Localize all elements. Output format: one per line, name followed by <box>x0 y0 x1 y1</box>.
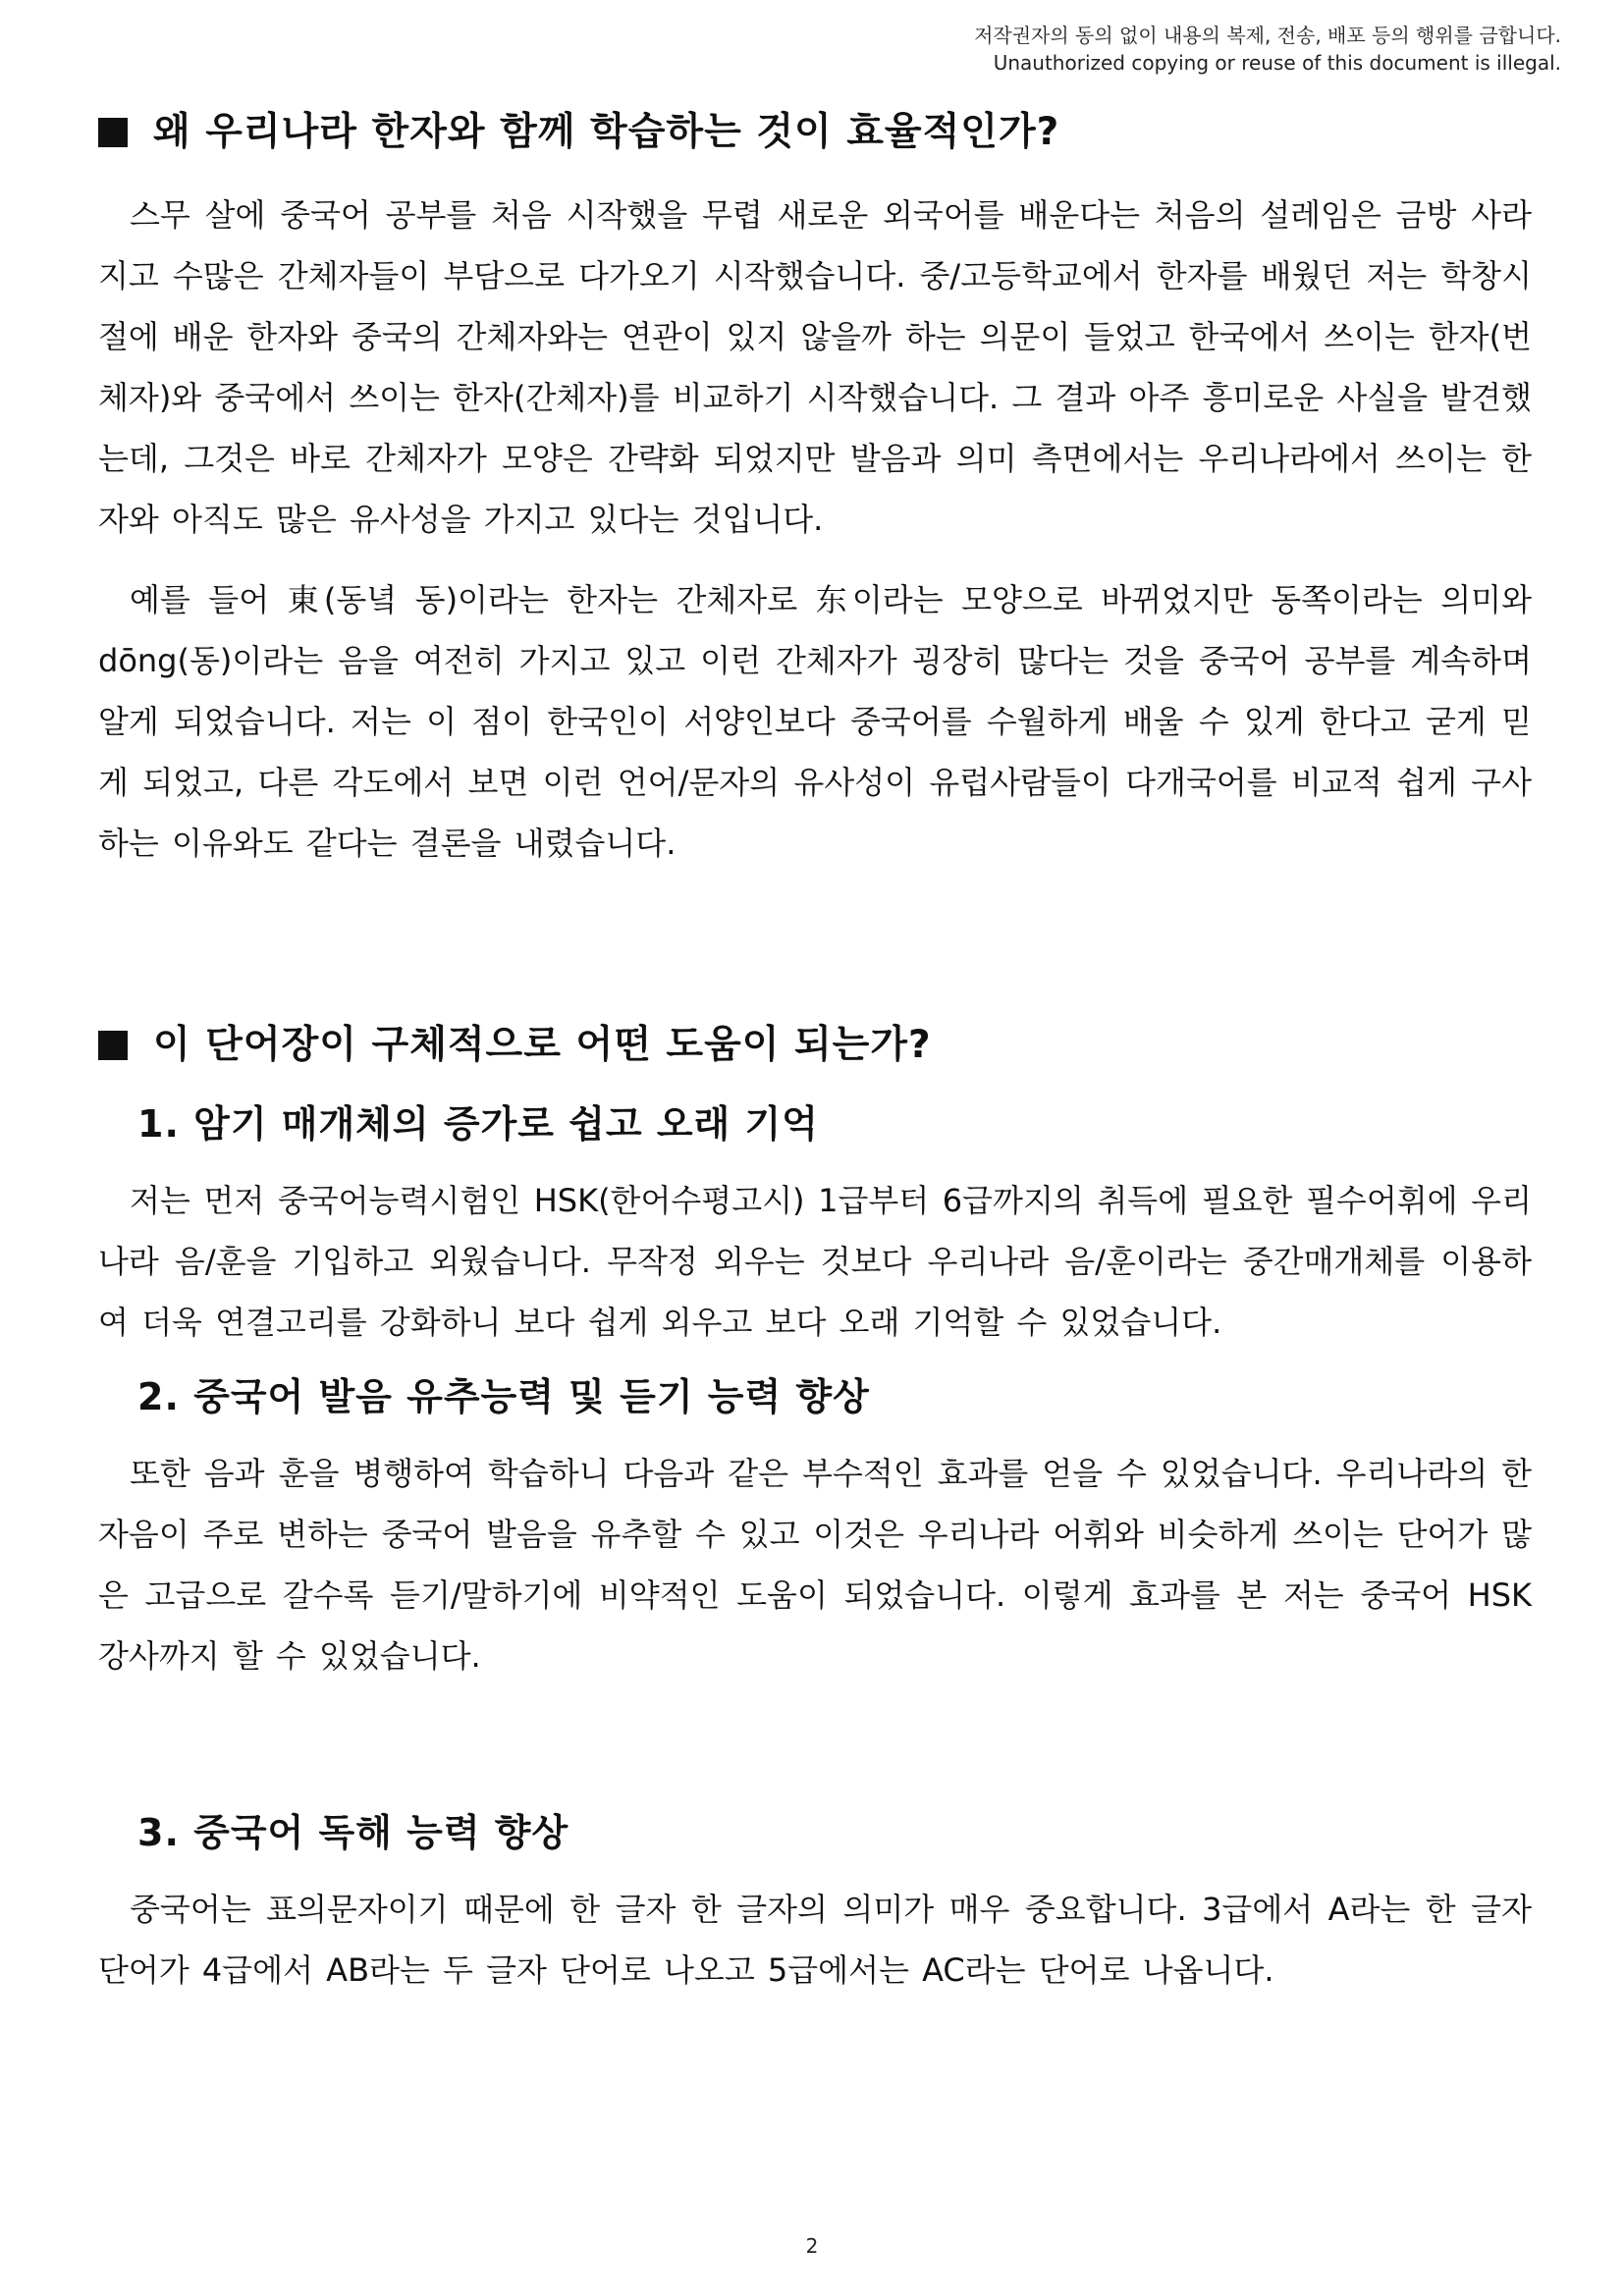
sub-heading-pronunciation: 2. 중국어 발음 유추능력 및 듣기 능력 향상 <box>137 1375 870 1418</box>
sub-heading-memory: 1. 암기 매개체의 증가로 쉽고 오래 기억 <box>137 1102 819 1146</box>
section-heading-text: 왜 우리나라 한자와 함께 학습하는 것이 효율적인가? <box>153 110 1060 154</box>
section-heading-text: 이 단어장이 구체적으로 어떤 도움이 되는가? <box>153 1023 932 1067</box>
paragraph-memory: 저는 먼저 중국어능력시험인 HSK(한어수평고시) 1급부터 6급까지의 취득에 필요한 필수어휘에 우리나라 음/훈을 기입하고 외웠습니다. 무작정 외우는 것보다 우리나라 음/훈이라는 중간매개체를 이용하여 더욱 연결고리를 강화하니 보다 쉽게 외우고 보다 오래 기억할 수 있었습니다. <box>98 1182 1532 1341</box>
copyright-notice-english: Unauthorized copying or reuse of this document is illegal. <box>993 51 1561 75</box>
copyright-notice <box>974 22 1561 77</box>
paragraph-example: 예를 들어 東(동녘 동)이라는 한자는 간체자로 东이라는 모양으로 바뀌었지만 동쪽이라는 의미와 dōng(동)이라는 음을 여전히 가지고 있고 이런 간체자가 굉장히 많다는 것을 중국어 공부를 계속하며 알게 되었습니다. 저는 이 점이 한국인이 서양인보다 중국어를 수월하게 배울 수 있게 한다고 굳게 믿게 되었고, 다른 각도에서 보면 이런 언어/문자의 유사성이 유럽사람들이 다개국어를 비교적 쉽게 구사하는 이유와도 같다는 결론을 내렸습니다. <box>98 581 1532 862</box>
section-heading-benefits <box>98 1019 1532 1072</box>
paragraph-pronunciation: 또한 음과 훈을 병행하여 학습하니 다음과 같은 부수적인 효과를 얻을 수 있었습니다. 우리나라의 한자음이 주로 변하는 중국어 발음을 유추할 수 있고 이것은 우리나라 어휘와 비슷하게 쓰이는 단어가 많은 고급으로 갈수록 듣기/말하기에 비약적인 도움이 되었습니다. 이렇게 효과를 본 저는 중국어 HSK 강사까지 할 수 있었습니다. <box>98 1455 1532 1675</box>
square-bullet-icon <box>98 118 128 147</box>
page-number: 2 <box>805 2234 819 2258</box>
paragraph-intro: 스무 살에 중국어 공부를 처음 시작했을 무렵 새로운 외국어를 배운다는 처음의 설레임은 금방 사라지고 수많은 간체자들이 부담으로 다가오기 시작했습니다. 중/고등학교에서 한자를 배웠던 저는 학창시절에 배운 한자와 중국의 간체자와는 연관이 있지 않을까 하는 의문이 들었고 한국에서 쓰이는 한자(번체자)와 중국에서 쓰이는 한자(간체자)를 비교하기 시작했습니다. 그 결과 아주 흥미로운 사실을 발견했는데, 그것은 바로 간체자가 모양은 간략화 되었지만 발음과 의미 측면에서는 우리나라에서 쓰이는 한자와 아직도 많은 유사성을 가지고 있다는 것입니다. <box>98 196 1532 538</box>
section-heading-efficiency <box>98 106 1532 159</box>
page-body <box>98 106 1532 2001</box>
copyright-notice-korean: 저작권자의 동의 없이 내용의 복제, 전송, 배포 등의 행위를 금합니다. <box>974 24 1561 47</box>
sub-heading-reading: 3. 중국어 독해 능력 향상 <box>137 1811 569 1854</box>
paragraph-reading: 중국어는 표의문자이기 때문에 한 글자 한 글자의 의미가 매우 중요합니다. 3급에서 A라는 한 글자 단어가 4급에서 AB라는 두 글자 단어로 나오고 5급에서는 AC라는 단어로 나옵니다. <box>98 1891 1532 1989</box>
square-bullet-icon <box>98 1031 128 1060</box>
